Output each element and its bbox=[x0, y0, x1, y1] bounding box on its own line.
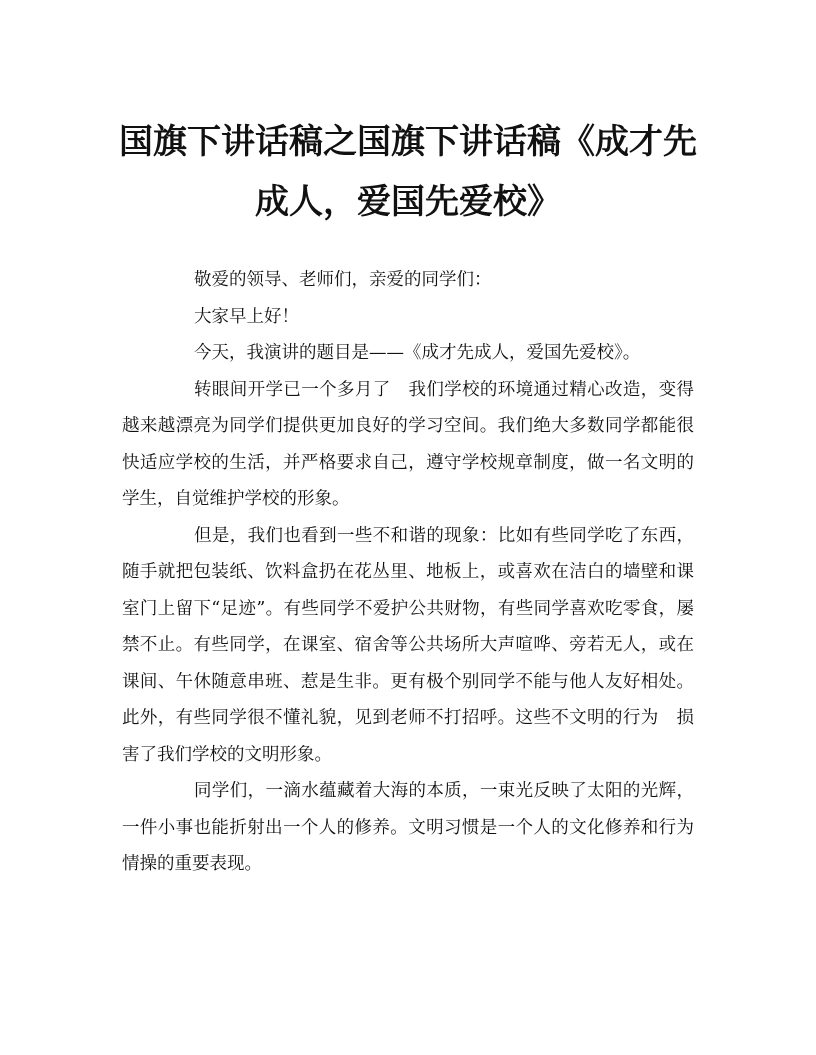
paragraph-school-environment: 转眼间开学已一个多月了 我们学校的环境通过精心改造，变得越来越漂亮为同学们提供更加良好的学习空间。我们绝大多数同学都能很快适应学校的生活，并严格要求自己，遵守学校规章制度，做一名文明的学生，自觉维护学校的形象。 bbox=[122, 379, 694, 509]
title-line-2: 成人，爱国先爱校》 bbox=[255, 182, 561, 222]
title-line-1: 国旗下讲话稿之国旗下讲话稿《成才先 bbox=[119, 122, 697, 162]
document-body bbox=[122, 262, 694, 883]
paragraph-civilized-habits: 同学们，一滴水蕴藏着大海的本质，一束光反映了太阳的光辉，一件小事也能折射出一个人的修养。文明习惯是一个人的文化修养和行为情操的重要表现。 bbox=[122, 781, 694, 874]
paragraph-salutation: 敬爱的领导、老师们，亲爱的同学们： bbox=[194, 270, 492, 290]
paragraph-uncivil-behavior: 但是，我们也看到一些不和谐的现象：比如有些同学吃了东西，随手就把包装纸、饮料盒扔在花丛里、地板上，或喜欢在洁白的墙壁和课室门上留下“足迹”。有些同学不爱护公共财物，有些同学喜欢吃零食，屡禁不止。有些同学，在课室、宿舍等公共场所大声喧哗、旁若无人，或在课间、午休随意串班、惹是生非。更有极个别同学不能与他人友好相处。此外，有些同学很不懂礼貌，见到老师不打招呼。这些不文明的行为 损害了我们学校的文明形象。 bbox=[122, 525, 694, 765]
paragraph-greeting: 大家早上好！ bbox=[194, 306, 299, 327]
document-title bbox=[100, 112, 716, 232]
paragraph-topic: 今天，我演讲的题目是——《成才先成人，爱国先爱校》。 bbox=[194, 343, 641, 363]
